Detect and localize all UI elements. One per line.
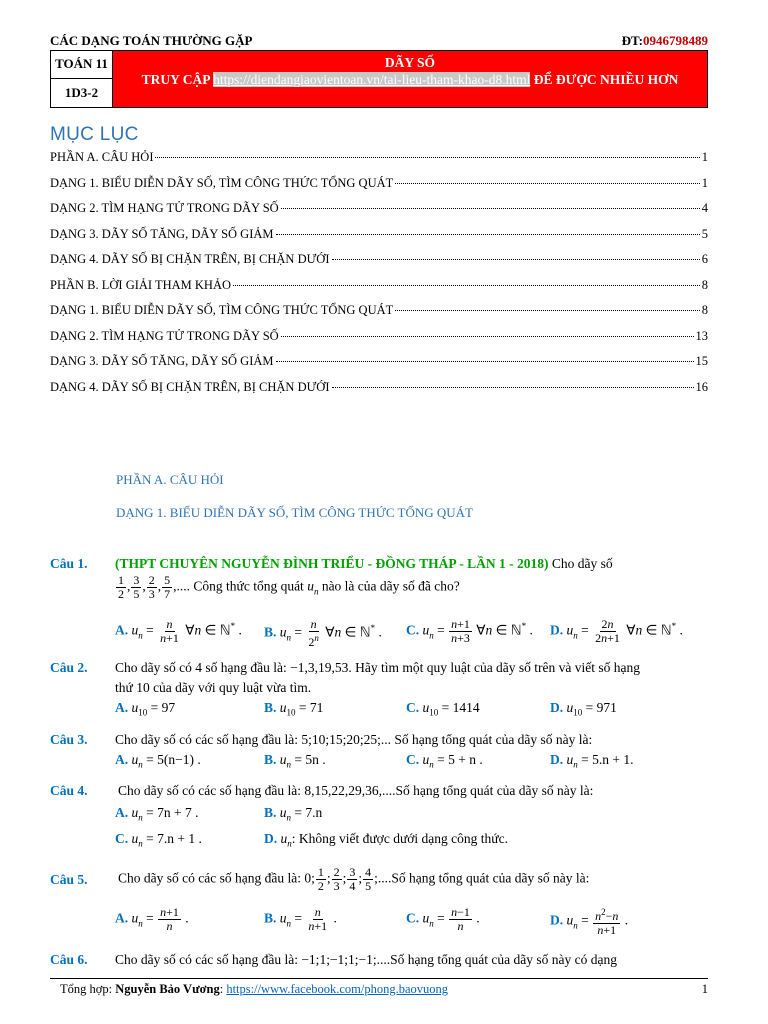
toc-item-text: DẠNG 2. TÌM HẠNG TỬ TRONG DÃY SỐ [50,328,279,343]
option-d[interactable]: D. $u_n$ = $\frac{n^2-n}{n+1}$ . [550,907,629,937]
toc-item-page: 8 [701,277,708,292]
option-d[interactable]: D. $u_n$: Không viết được dưới dạng công thức. [264,831,508,849]
toc-item[interactable] [50,150,708,176]
question-label: Câu 1. [50,556,88,571]
toc-item[interactable] [50,201,708,227]
toc-leader-dots [276,234,700,235]
page-footer: Tổng hợp: Nguyễn Bảo Vương: https://www.facebook.com/phong.baovuong 1 [60,982,708,996]
subject-code: TOÁN 11 [51,51,113,79]
toc-leader-dots [281,336,694,337]
toc-title: MỤC LỤC [50,124,139,145]
toc-item[interactable] [50,227,708,253]
header-phone: ĐT:0946798489 [621,33,708,48]
option-c[interactable]: C. $u_n$ = $\frac{n-1}{n}$ . [406,905,480,933]
toc-item-text: DẠNG 1. BIỂU DIỄN DÃY SỐ, TÌM CÔNG THỨC TỔNG QUÁT [50,303,394,317]
option-b[interactable]: B. $u_n$ = $\frac{n}{n+1}$ . [264,905,337,933]
footer-divider [50,978,708,979]
toc-item-page: 13 [695,328,708,343]
question-1: Câu 1. (THPT CHUYÊN NGUYỄN ĐÌNH TRIỂU - ĐỒNG THÁP - LẦN 1 - 2018) Cho dãy số $\frac{1}{2}$ , $\frac{3}{5}$ , $\frac{2}{3}$ , $\frac{5}{7}$ ,.... Công thức tổng quát $u_n$ nào là của dãy số đã cho? A. $u_n$ = $\frac{n}{n+1}$ ∀n ∈ ℕ* . B. $u_n$ = $\frac{n}{2^n}$ ∀n ∈ ℕ* . C. $u_n$ = $\frac{n+1}{n+3}$ ∀n ∈ ℕ* . D. $u_n$ = $\frac{2n}{2n+1}$ ∀n ∈ ℕ* . [50,556,683,649]
option-c[interactable]: C. $u_n = 5 + n$ . [406,752,483,770]
option-a[interactable]: A. $u_n$ = $\frac{n}{n+1}$ ∀n ∈ ℕ* . [115,617,242,645]
option-b[interactable]: B. $u_n = 5n$ . [264,752,326,770]
option-b[interactable]: B. $u_n$ = $\frac{n}{2^n}$ ∀n ∈ ℕ* . [264,617,382,649]
question-source: (THPT CHUYÊN NGUYỄN ĐÌNH TRIỂU - ĐỒNG THÁP - LẦN 1 - 2018) [115,556,549,571]
toc-item-text: DẠNG 4. DÃY SỐ BỊ CHẶN TRÊN, BỊ CHẶN DƯỚI [50,379,330,394]
toc-leader-dots [332,259,700,260]
toc-item-text: DẠNG 4. DÃY SỐ BỊ CHẶN TRÊN, BỊ CHẶN DƯỚI [50,252,330,266]
toc-item-text: DẠNG 3. DÃY SỐ TĂNG, DÃY SỐ GIẢM [50,354,274,368]
toc-item-page: 15 [695,354,708,368]
option-a[interactable]: A. $u_n = 5(n-1)$ . [115,752,201,770]
question-4: Câu 4. Cho dãy số có các số hạng đầu là: 8,15,22,29,36,....Số hạng tổng quát của dãy số này là: A. $u_n = 7n + 7$ . B. $u_n = 7.n$ C. $u_n = 7.n + 1$ . D. $u_n$: Không viết được dưới dạng công thức. [50,783,594,849]
option-b[interactable]: B. $u_{10} = 71$ [264,700,324,718]
section-form-1[interactable]: DẠNG 1. BIỂU DIỄN DÃY SỐ, TÌM CÔNG THỨC TỔNG QUÁT [116,505,473,520]
option-c[interactable]: C. $u_n = 7.n + 1$ . [115,831,202,849]
toc-item-page: 8 [701,303,708,317]
option-c[interactable]: C. $u_n$ = $\frac{n+1}{n+3}$ ∀n ∈ ℕ* . [406,617,533,645]
toc-item-page: 5 [701,226,708,241]
header-banner [113,51,707,107]
toc-item[interactable] [50,278,708,304]
toc-item[interactable] [50,354,708,380]
toc-leader-dots [233,285,700,286]
option-b[interactable]: B. $u_n = 7.n$ [264,805,323,823]
toc-item[interactable] [50,176,708,202]
toc-item-text: DẠNG 3. DÃY SỐ TĂNG, DÃY SỐ GIẢM [50,226,274,241]
option-c[interactable]: C. $u_{10} = 1414$ [406,700,480,718]
question-5: Câu 5. Cho dãy số có các số hạng đầu là: 0; $\frac{1}{2}$ ; $\frac{2}{3}$ ; $\frac{3}{4}$ ; $\frac{4}{5}$ ;....Số hạng tổng quát của dãy số này là: A. $u_n$ = $\frac{n+1}{n}$ . B. $u_n$ = $\frac{n}{n+1}$ . C. $u_n$ = $\frac{n-1}{n}$ . D. $u_n$ = $\frac{n^2-n}{n+1}$ . [50,865,629,937]
option-d[interactable]: D. $u_{10} = 971$ [550,700,617,718]
toc-leader-dots [281,208,700,209]
toc-item-text: PHẦN A. CÂU HỎI [50,150,154,164]
sequence-terms: $\frac{1}{2}$ , $\frac{3}{5}$ , $\frac{2}{3}$ , $\frac{5}{7}$ ,.... Công thức tổng quát $u_n$ nào là của dãy số đã cho? [118,573,460,601]
toc-item-page: 1 [701,150,708,164]
toc-leader-dots [332,387,694,388]
access-line: TRUY CẬP https://diendangiaovientoan.vn/tai-lieu-tham-khao-d8.html ĐỂ ĐƯỢC NHIỀU HƠN [141,72,679,87]
header-series-title: CÁC DẠNG TOÁN THƯỜNG GẶP [50,33,253,48]
option-d[interactable]: D. $u_n$ = $\frac{2n}{2n+1}$ ∀n ∈ ℕ* . [550,617,683,645]
question-3: Câu 3. Cho dãy số có các số hạng đầu là: 5;10;15;20;25;... Số hạng tổng quát của dãy số này là: A. $u_n = 5(n-1)$ . B. $u_n = 5n$ . C. $u_n = 5 + n$ . D. $u_n = 5.n + 1$. [50,732,634,770]
toc-item-text: DẠNG 2. TÌM HẠNG TỬ TRONG DÃY SỐ [50,201,279,215]
toc-leader-dots [276,361,694,362]
toc-leader-dots [395,310,699,311]
lesson-code: 1D3-2 [51,79,113,107]
toc-item-page: 6 [701,252,708,266]
toc-leader-dots [155,157,699,158]
resource-link[interactable]: https://diendangiaovientoan.vn/tai-lieu-tham-khao-d8.html [213,72,531,87]
toc-leader-dots [395,183,699,184]
facebook-link[interactable]: https://www.facebook.com/phong.baovuong [226,982,449,996]
toc-item[interactable] [50,252,708,278]
toc-item[interactable] [50,380,708,406]
toc-item-text: PHẦN B. LỜI GIẢI THAM KHẢO [50,277,232,292]
toc-item-page: 16 [695,379,708,394]
option-d[interactable]: D. $u_n = 5.n + 1$. [550,752,634,770]
option-a[interactable]: A. $u_n = 7n + 7$ . [115,805,199,823]
toc-item-page: 4 [701,201,708,215]
page-header [50,33,708,49]
option-a[interactable]: A. $u_{10} = 97$ [115,700,176,718]
question-2: Câu 2. Cho dãy số có 4 số hạng đầu là: −1,3,19,53. Hãy tìm một quy luật của dãy số trên và viết số hạng thứ 10 của dãy với quy luật vừa tìm. A. $u_{10} = 97$ B. $u_{10} = 71$ C. $u_{10} = 1414$ D. $u_{10} = 971$ [50,660,641,718]
section-part-a[interactable]: PHẦN A. CÂU HỎI [116,472,224,487]
question-6: Câu 6. Cho dãy số có các số hạng đầu là: −1;1;−1;1;−1;....Số hạng tổng quát của dãy số này có dạng [50,952,617,967]
toc-item[interactable] [50,329,708,355]
toc-item-text: DẠNG 1. BIỂU DIỄN DÃY SỐ, TÌM CÔNG THỨC TỔNG QUÁT [50,175,394,190]
doc-title: DÃY SỐ [384,55,436,70]
toc-item[interactable] [50,303,708,329]
header-box [50,50,708,108]
option-a[interactable]: A. $u_n$ = $\frac{n+1}{n}$ . [115,905,189,933]
page-number: 1 [701,982,708,996]
table-of-contents [50,150,708,405]
toc-item-page: 1 [701,175,708,190]
author-name: Nguyễn Bảo Vương [115,982,220,996]
